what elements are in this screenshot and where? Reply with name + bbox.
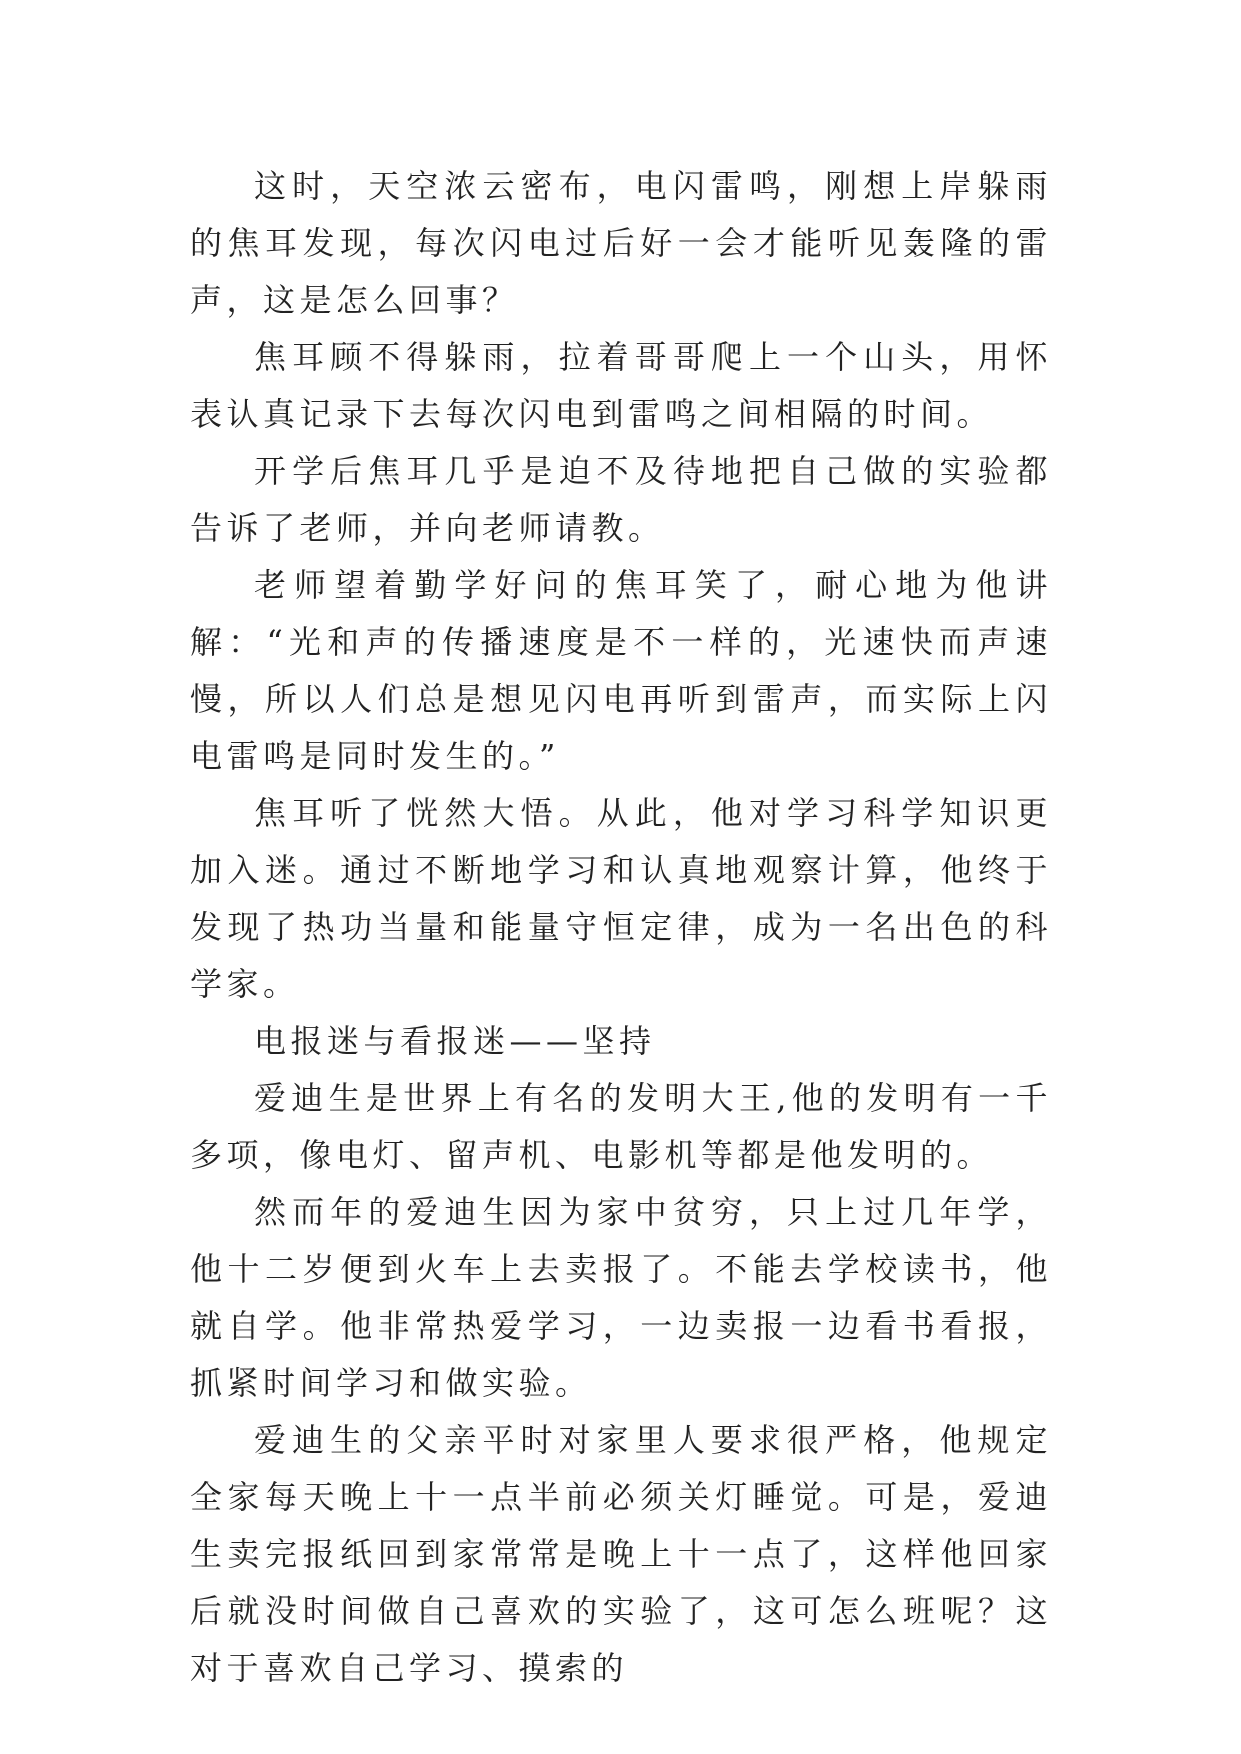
paragraph-joule-scientist: 焦耳听了恍然大悟。从此，他对学习科学知识更加入迷。通过不断地学习和认真地观察计算，他终于发现了热功当量和能量守恒定律，成为一名出色的科学家。 [190, 794, 1052, 1003]
paragraph-joule-thunderstorm: 这时，天空浓云密布，电闪雷鸣，刚想上岸躲雨的焦耳发现，每次闪电过后好一会才能听见轰隆的雷声，这是怎么回事？ [190, 167, 1052, 319]
paragraph-joule-recording: 焦耳顾不得躲雨，拉着哥哥爬上一个山头，用怀表认真记录下去每次闪电到雷鸣之间相隔的时间。 [190, 338, 1052, 433]
paragraph-joule-teacher: 开学后焦耳几乎是迫不及待地把自己做的实验都告诉了老师，并向老师请教。 [190, 452, 1052, 547]
paragraph-edison-youth: 然而年的爱迪生因为家中贫穷，只上过几年学，他十二岁便到火车上去卖报了。不能去学校读书，他就自学。他非常热爱学习，一边卖报一边看书看报，抓紧时间学习和做实验。 [190, 1193, 1052, 1402]
paragraph-edison-inventions: 爱迪生是世界上有名的发明大王,他的发明有一千多项，像电灯、留声机、电影机等都是他发明的。 [190, 1079, 1052, 1174]
section-heading-edison: 电报迷与看报迷——坚持 [254, 1022, 656, 1060]
document-body [190, 158, 1052, 1697]
paragraph-edison-father: 爱迪生的父亲平时对家里人要求很严格，他规定全家每天晚上十一点半前必须关灯睡觉。可是，爱迪生卖完报纸回到家常常是晚上十一点了，这样他回家后就没时间做自己喜欢的实验了，这可怎么班呢？这对于喜欢自己学习、摸索的 [190, 1421, 1052, 1687]
paragraph-teacher-explanation: 老师望着勤学好问的焦耳笑了，耐心地为他讲解：“光和声的传播速度是不一样的，光速快而声速慢，所以人们总是想见闪电再听到雷声，而实际上闪电雷鸣是同时发生的。” [190, 566, 1052, 775]
